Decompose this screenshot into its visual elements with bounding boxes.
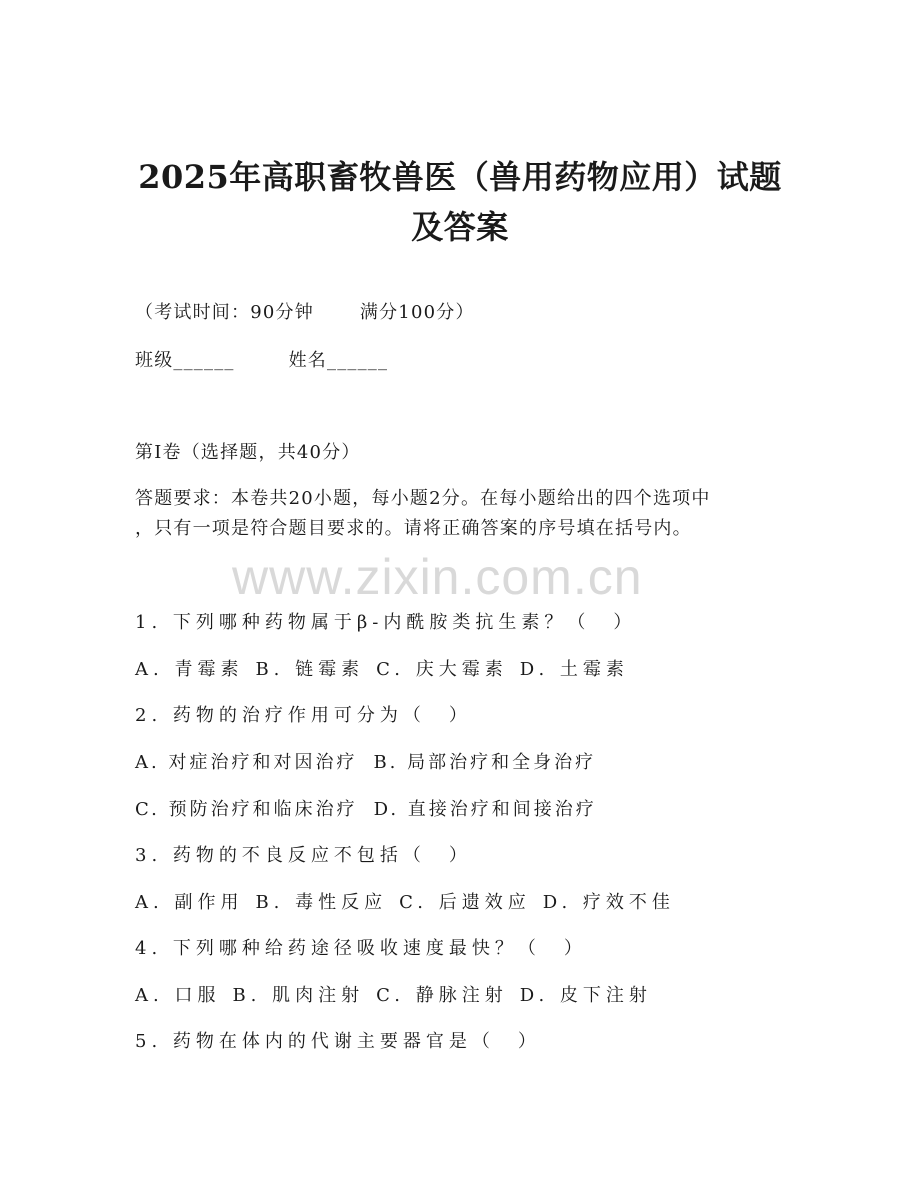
question-1-option-c: C. 庆大霉素 [376, 659, 508, 680]
exam-time: （考试时间：90分钟 [135, 302, 314, 323]
question-3-option-a: A. 副作用 [135, 892, 244, 913]
question-2-option-b: B. 局部治疗和全身治疗 [373, 752, 597, 773]
question-4-options [135, 983, 652, 1009]
question-2-options-row-1 [135, 750, 596, 776]
question-1-options [135, 657, 629, 683]
question-3-option-b: B. 毒性反应 [255, 892, 388, 913]
question-2-options-row-2 [135, 797, 597, 823]
watermark: www.zixin.com.cn [232, 549, 643, 605]
question-2-stem: 2. 药物的治疗作用可分为（ ） [135, 705, 472, 726]
question-2-option-d: D. 直接治疗和间接治疗 [373, 799, 597, 820]
question-1-option-b: B. 链霉素 [255, 659, 365, 680]
question-2-option-c: C. 预防治疗和临床治疗 [135, 799, 358, 820]
section-title: 第Ⅰ卷（选择题，共40分） [135, 442, 361, 463]
question-4-stem: 4. 下列哪种给药途径吸收速度最快？（ ） [135, 938, 587, 959]
question-4-option-d: D. 皮下注射 [519, 985, 652, 1006]
title-line-2: 及答案 [411, 208, 509, 246]
question-3-option-d: D. 疗效不佳 [542, 892, 675, 913]
exam-info [135, 300, 475, 326]
document-title [110, 152, 810, 252]
instructions-line-2: ，只有一项是符合题目要求的。请将正确答案的序号填在括号内。 [135, 518, 692, 539]
title-line-1: 2025年高职畜牧兽医（兽用药物应用）试题 [138, 158, 782, 196]
question-4-option-b: B. 肌肉注射 [232, 985, 365, 1006]
question-1-option-a: A. 青霉素 [135, 659, 244, 680]
question-5-stem: 5. 药物在体内的代谢主要器官是（ ） [135, 1031, 541, 1052]
student-info [135, 348, 388, 374]
question-3-stem: 3. 药物的不良反应不包括（ ） [135, 845, 472, 866]
name-field[interactable]: 姓名______ [288, 350, 389, 371]
full-score: 满分100分） [359, 302, 475, 323]
question-3-options [135, 890, 675, 916]
class-field[interactable]: 班级______ [135, 350, 235, 371]
instructions-line-1: 答题要求：本卷共20小题，每小题2分。在每小题给出的四个选项中 [135, 488, 711, 509]
question-1-option-d: D. 土霉素 [519, 659, 629, 680]
question-3-option-c: C. 后遗效应 [399, 892, 531, 913]
question-4-option-a: A. 口服 [135, 985, 221, 1006]
question-1-stem: 1. 下列哪种药物属于β-内酰胺类抗生素？（ ） [135, 612, 637, 633]
question-4-option-c: C. 静脉注射 [376, 985, 508, 1006]
question-2-option-a: A. 对症治疗和对因治疗 [135, 752, 358, 773]
